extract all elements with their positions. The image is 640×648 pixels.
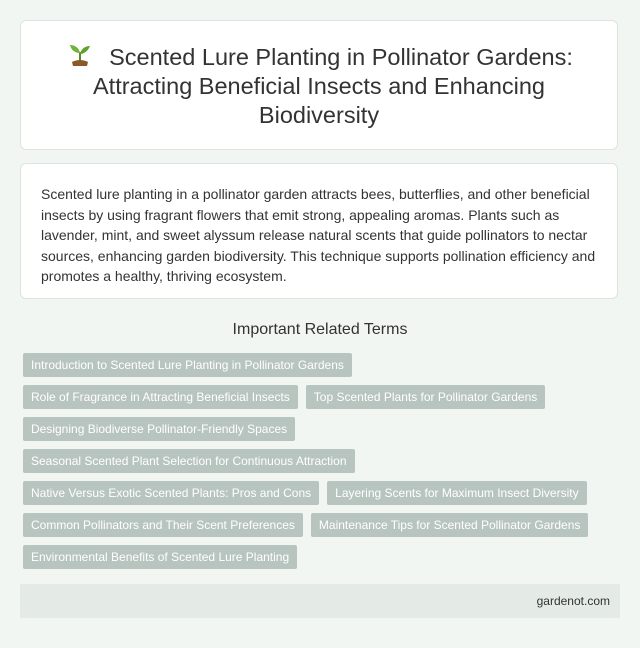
related-term-tag[interactable]: Common Pollinators and Their Scent Preferences	[23, 513, 303, 537]
page-title-text: Scented Lure Planting in Pollinator Gardens: Attracting Beneficial Insects and Enhancing Biodiversity	[93, 43, 573, 128]
related-terms-list	[23, 353, 613, 569]
related-term-tag[interactable]: Introduction to Scented Lure Planting in Pollinator Gardens	[23, 353, 352, 377]
related-term-tag[interactable]: Designing Biodiverse Pollinator-Friendly Spaces	[23, 417, 295, 441]
related-term-tag[interactable]: Layering Scents for Maximum Insect Diversity	[327, 481, 586, 505]
related-term-tag[interactable]: Native Versus Exotic Scented Plants: Pros and Cons	[23, 481, 319, 505]
description-text: Scented lure planting in a pollinator garden attracts bees, butterflies, and other beneficial insects by using fragrant flowers that emit strong, appealing aromas. Plants such as lavender, mint, and sweet alyssum release natural scents that guide pollinators to nectar sources, enhancing garden biodiversity. This technique supports pollination efficiency and promotes a healthy, thriving ecosystem.	[41, 186, 596, 284]
title-card	[20, 20, 618, 150]
related-terms-heading: Important Related Terms	[232, 321, 408, 338]
related-term-tag[interactable]: Role of Fragrance in Attracting Beneficial Insects	[23, 385, 298, 409]
related-term-tag[interactable]: Maintenance Tips for Scented Pollinator Gardens	[311, 513, 588, 537]
related-term-tag[interactable]: Environmental Benefits of Scented Lure Planting	[23, 545, 297, 569]
footer	[20, 584, 620, 618]
description-card	[20, 163, 618, 299]
footer-site-link[interactable]: gardenot.com	[536, 594, 610, 608]
related-term-tag[interactable]: Top Scented Plants for Pollinator Gardens	[306, 385, 545, 409]
related-term-tag[interactable]: Seasonal Scented Plant Selection for Continuous Attraction	[23, 449, 355, 473]
page-title	[61, 41, 577, 130]
sprout-icon	[65, 41, 95, 67]
